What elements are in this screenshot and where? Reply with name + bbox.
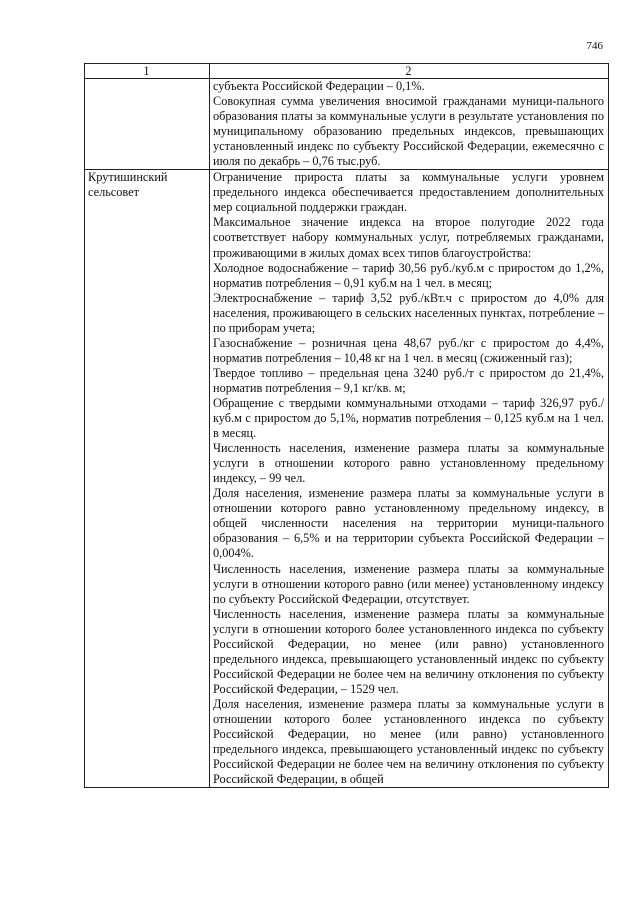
paragraph: Численность населения, изменение размера платы за коммунальные услуги в отношении которого равно (или менее) установленному индексу по субъекту Российской Федерации, отсутствует. <box>213 561 604 606</box>
paragraph: Газоснабжение – розничная цена 48,67 руб./кг с приростом до 4,4%, норматив потребления – 10,48 кг на 1 чел. в месяц (сжиженный газ); <box>213 335 604 365</box>
table-row <box>85 170 609 788</box>
municipality-cell <box>85 170 210 788</box>
paragraph: Численность населения, изменение размера платы за коммунальные услуги в отношении которого равно установленному предельному индексу, – 99 чел. <box>213 441 604 486</box>
paragraph: Совокупная сумма увеличения вносимой гражданами муници-пального образования платы за коммунальные услуги в результате установления по муниципальному образованию предельных индексов, превышающих установленный индекс по субъекту Российской Федерации, ежемесячно с июля по декабрь – 0,76 тыс.руб. <box>213 94 604 169</box>
description-cell <box>210 79 609 170</box>
index-table <box>84 63 609 788</box>
paragraph: Доля населения, изменение размера платы за коммунальные услуги в отношении которого более установленного индекса по субъекту Российской Федерации, но менее (или равно) установленного предельного индекса, превышающего установленный индекс по субъекту Российской Федерации не более чем на величину отклонения по субъекту Российской Федерации, в общей <box>213 696 604 787</box>
page-number: 746 <box>586 40 603 52</box>
paragraph: Ограничение прироста платы за коммунальные услуги уровнем предельного индекса обеспечивается предоставлением дополнительных мер социальной поддержки граждан. <box>213 170 604 215</box>
paragraph: субъекта Российской Федерации – 0,1%. <box>213 79 425 93</box>
paragraph: Доля населения, изменение размера платы за коммунальные услуги в отношении которого равно установленному предельному индексу, в общей численности населения на территории муници-пального образования – 6,5% и на территории субъекта Российской Федерации – 0,004%. <box>213 486 604 561</box>
column-header-2: 2 <box>210 64 609 79</box>
column-header-1: 1 <box>85 64 210 79</box>
table-row <box>85 79 609 170</box>
municipality-cell <box>85 79 210 170</box>
paragraph: Твердое топливо – предельная цена 3240 руб./т с приростом до 21,4%, норматив потребления – 9,1 кг/кв. м; <box>213 365 604 395</box>
paragraph: Электроснабжение – тариф 3,52 руб./кВт.ч с приростом до 4,0% для населения, проживающего в сельских населенных пунктах, потребление – по приборам учета; <box>213 290 604 335</box>
table-header-row <box>85 64 609 79</box>
paragraph: Холодное водоснабжение – тариф 30,56 руб./куб.м с приростом до 1,2%, норматив потребления – 0,91 куб.м на 1 чел. в месяц; <box>213 260 604 290</box>
paragraph: Численность населения, изменение размера платы за коммунальные услуги в отношении которого более установленного индекса по субъекту Российской Федерации, но менее (или равно) установленного предельного индекса, превышающего установленный индекс по субъекту Российской Федерации не более чем на величину отклонения по субъекту Российской Федерации, – 1529 чел. <box>213 606 604 696</box>
paragraph: Максимальное значение индекса на второе полугодие 2022 года соответствует набору коммунальных услуг, потребляемых гражданами, проживающими в жилых домах всех типов благоустройства: <box>213 215 604 260</box>
paragraph: Обращение с твердыми коммунальными отходами – тариф 326,97 руб./куб.м с приростом до 5,1%, норматив потребления – 0,125 куб.м на 1 чел. в месяц. <box>213 395 604 441</box>
description-cell <box>210 170 609 788</box>
municipality-name: Крутишинский сельсовет <box>88 170 168 200</box>
